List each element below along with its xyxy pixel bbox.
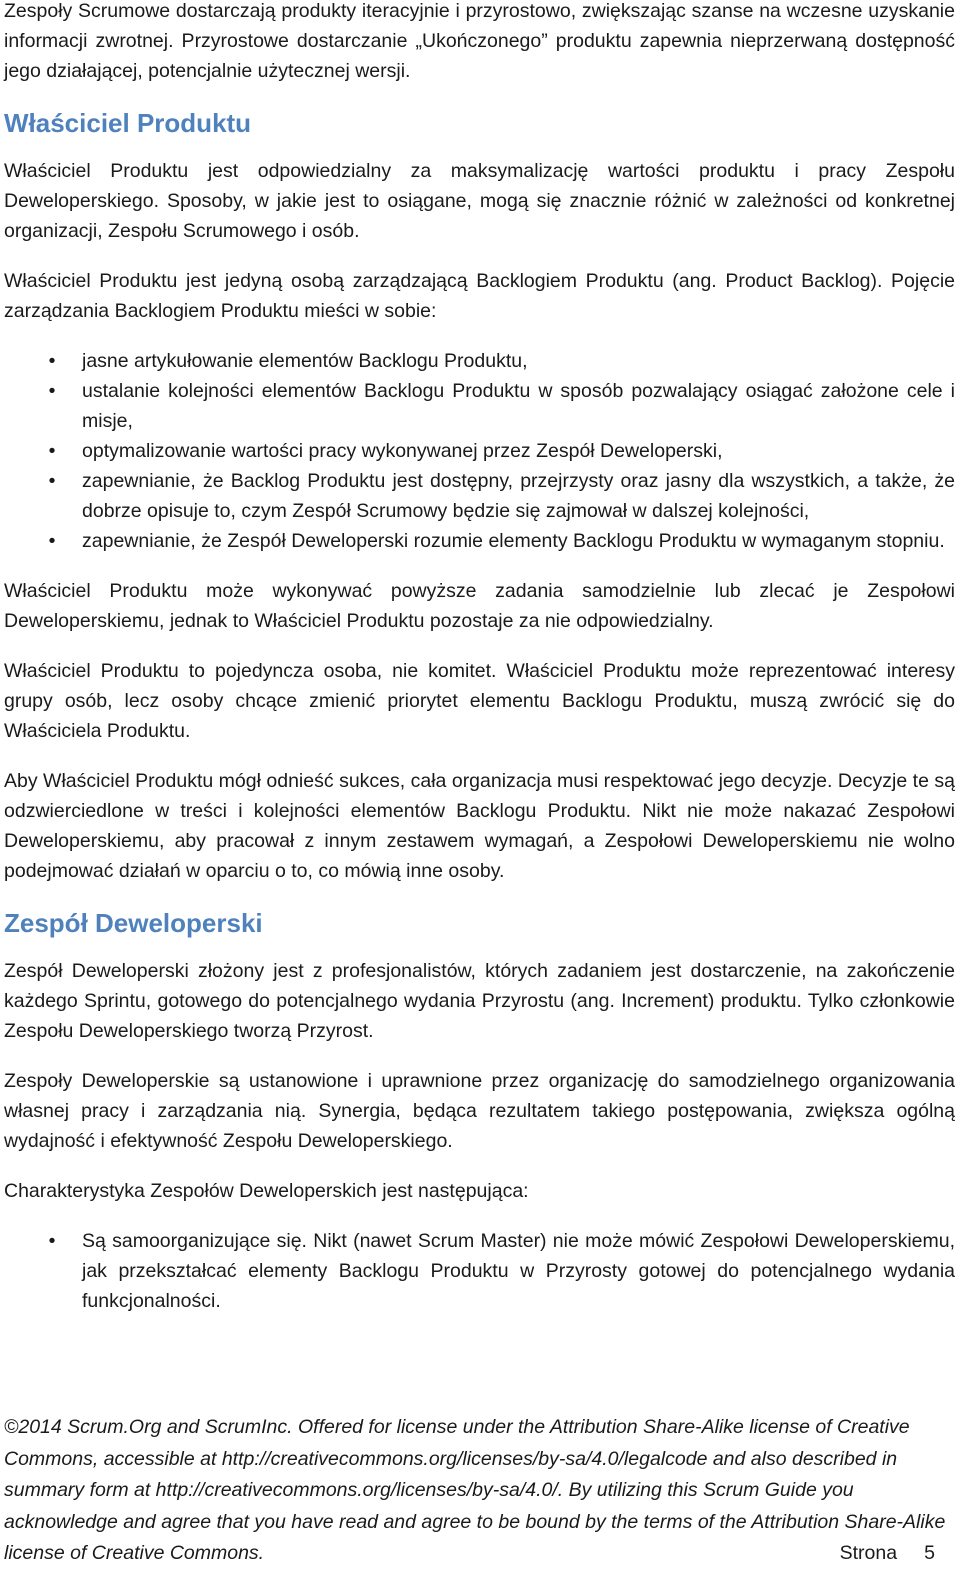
list-item (4, 436, 955, 466)
page-label: Strona (839, 1542, 898, 1564)
bullet-icon: • (48, 470, 56, 492)
page-footer (4, 1412, 955, 1570)
bullet-icon: • (48, 380, 56, 402)
heading-product-owner: Właściciel Produktu (4, 108, 252, 138)
bullet-icon: • (48, 350, 56, 372)
bullet-icon: • (48, 530, 56, 552)
po-bullet-list (4, 346, 955, 556)
list-item (4, 376, 955, 436)
list-item-text: zapewnianie, że Zespół Deweloperski rozumie elementy Backlogu Produktu w wymaganym stopniu. (82, 530, 945, 552)
dt-paragraph-1: Zespół Deweloperski złożony jest z profesjonalistów, których zadaniem jest dostarczenie, na zakończenie każdego Sprintu, gotowego do potencjalnego wydania Przyrostu (ang. Increment) produktu. Tylko członkowie Zespołu Deweloperskiego tworzą Przyrost. (4, 960, 955, 1042)
po-paragraph-2: Właściciel Produktu jest jedyną osobą zarządzającą Backlogiem Produktu (ang. Product Backlog). Pojęcie zarządzania Backlogiem Produktu mieści w sobie: (4, 270, 955, 322)
po-paragraph-4: Właściciel Produktu to pojedyncza osoba, nie komitet. Właściciel Produktu może reprezentować interesy grupy osób, lecz osoby chcące zmienić priorytet elementu Backlogu Produktu, muszą zwrócić się do Właściciela Produktu. (4, 660, 955, 742)
page-number-value: 5 (924, 1542, 935, 1564)
po-paragraph-3: Właściciel Produktu może wykonywać powyższe zadania samodzielnie lub zlecać je Zespołowi Deweloperskiemu, jednak to Właściciel Produktu pozostaje za nie odpowiedzialny. (4, 580, 955, 632)
po-paragraph-5: Aby Właściciel Produktu mógł odnieść sukces, cała organizacja musi respektować jego decyzje. Decyzje te są odzwierciedlone w treści i kolejności elementów Backlogu Produktu. Nikt nie może nakazać Zespołowi Deweloperskiemu, aby pracował z innym zestawem wymagań, a Zespołowi Deweloperskiemu nie wolno podejmować działań w oparciu o to, co mówią inne osoby. (4, 770, 955, 882)
list-item-text: zapewnianie, że Backlog Produktu jest dostępny, przejrzysty oraz jasny dla wszystkich, a także, że dobrze opisuje to, czym Zespół Scrumowy będzie się zajmował w dalszej kolejności, (82, 470, 955, 522)
list-item-text: optymalizowanie wartości pracy wykonywanej przez Zespół Deweloperski, (82, 440, 723, 462)
list-item-text: Są samoorganizujące się. Nikt (nawet Scrum Master) nie może mówić Zespołowi Deweloperskiemu, jak przekształcać elementy Backlogu Produktu w Przyrosty gotowej do potencjalnego wydania funkcjonalności. (82, 1230, 955, 1312)
dt-paragraph-3: Charakterystyka Zespołów Deweloperskich jest następująca: (4, 1180, 529, 1202)
po-paragraph-1: Właściciel Produktu jest odpowiedzialny za maksymalizację wartości produktu i pracy Zespołu Deweloperskiego. Sposoby, w jakie jest to osiągane, mogą się znacznie różnić w zależności od konkretnej organizacji, Zespołu Scrumowego i osób. (4, 160, 955, 242)
bullet-icon: • (48, 440, 56, 462)
list-item-text: jasne artykułowanie elementów Backlogu Produktu, (82, 350, 528, 372)
bullet-icon: • (48, 1230, 56, 1252)
list-item (4, 526, 955, 556)
list-item (4, 1226, 955, 1316)
page-number (840, 1538, 935, 1570)
list-item (4, 346, 955, 376)
list-item-text: ustalanie kolejności elementów Backlogu Produktu w sposób pozwalający osiągać założone cele i misje, (82, 380, 955, 432)
license-text: ©2014 Scrum.Org and ScrumInc. Offered for license under the Attribution Share-Alike license of Creative Commons, accessible at http://creativecommons.org/licenses/by-sa/4.0/legalcode and also described in summary form at http://creativecommons.org/licenses/by-sa/4.0/. By utilizing this Scrum Guide you acknowledge and agree that you have read and agree to be bound by the terms of the Attribution Share-Alike license of Creative Commons. (4, 1416, 946, 1564)
dt-bullet-list (4, 1226, 955, 1316)
heading-development-team: Zespół Deweloperski (4, 908, 263, 938)
intro-paragraph: Zespoły Scrumowe dostarczają produkty iteracyjnie i przyrostowo, zwiększając szanse na wczesne uzyskanie informacji zwrotnej. Przyrostowe dostarczanie „Ukończonego” produktu zapewnia nieprzerwaną dostępność jego działającej, potencjalnie użytecznej wersji. (4, 0, 955, 82)
dt-paragraph-2: Zespoły Deweloperskie są ustanowione i uprawnione przez organizację do samodzielnego organizowania własnej pracy i zarządzania nią. Synergia, będąca rezultatem takiego postępowania, zwiększa ogólną wydajność i efektywność Zespołu Deweloperskiego. (4, 1070, 955, 1152)
list-item (4, 466, 955, 526)
